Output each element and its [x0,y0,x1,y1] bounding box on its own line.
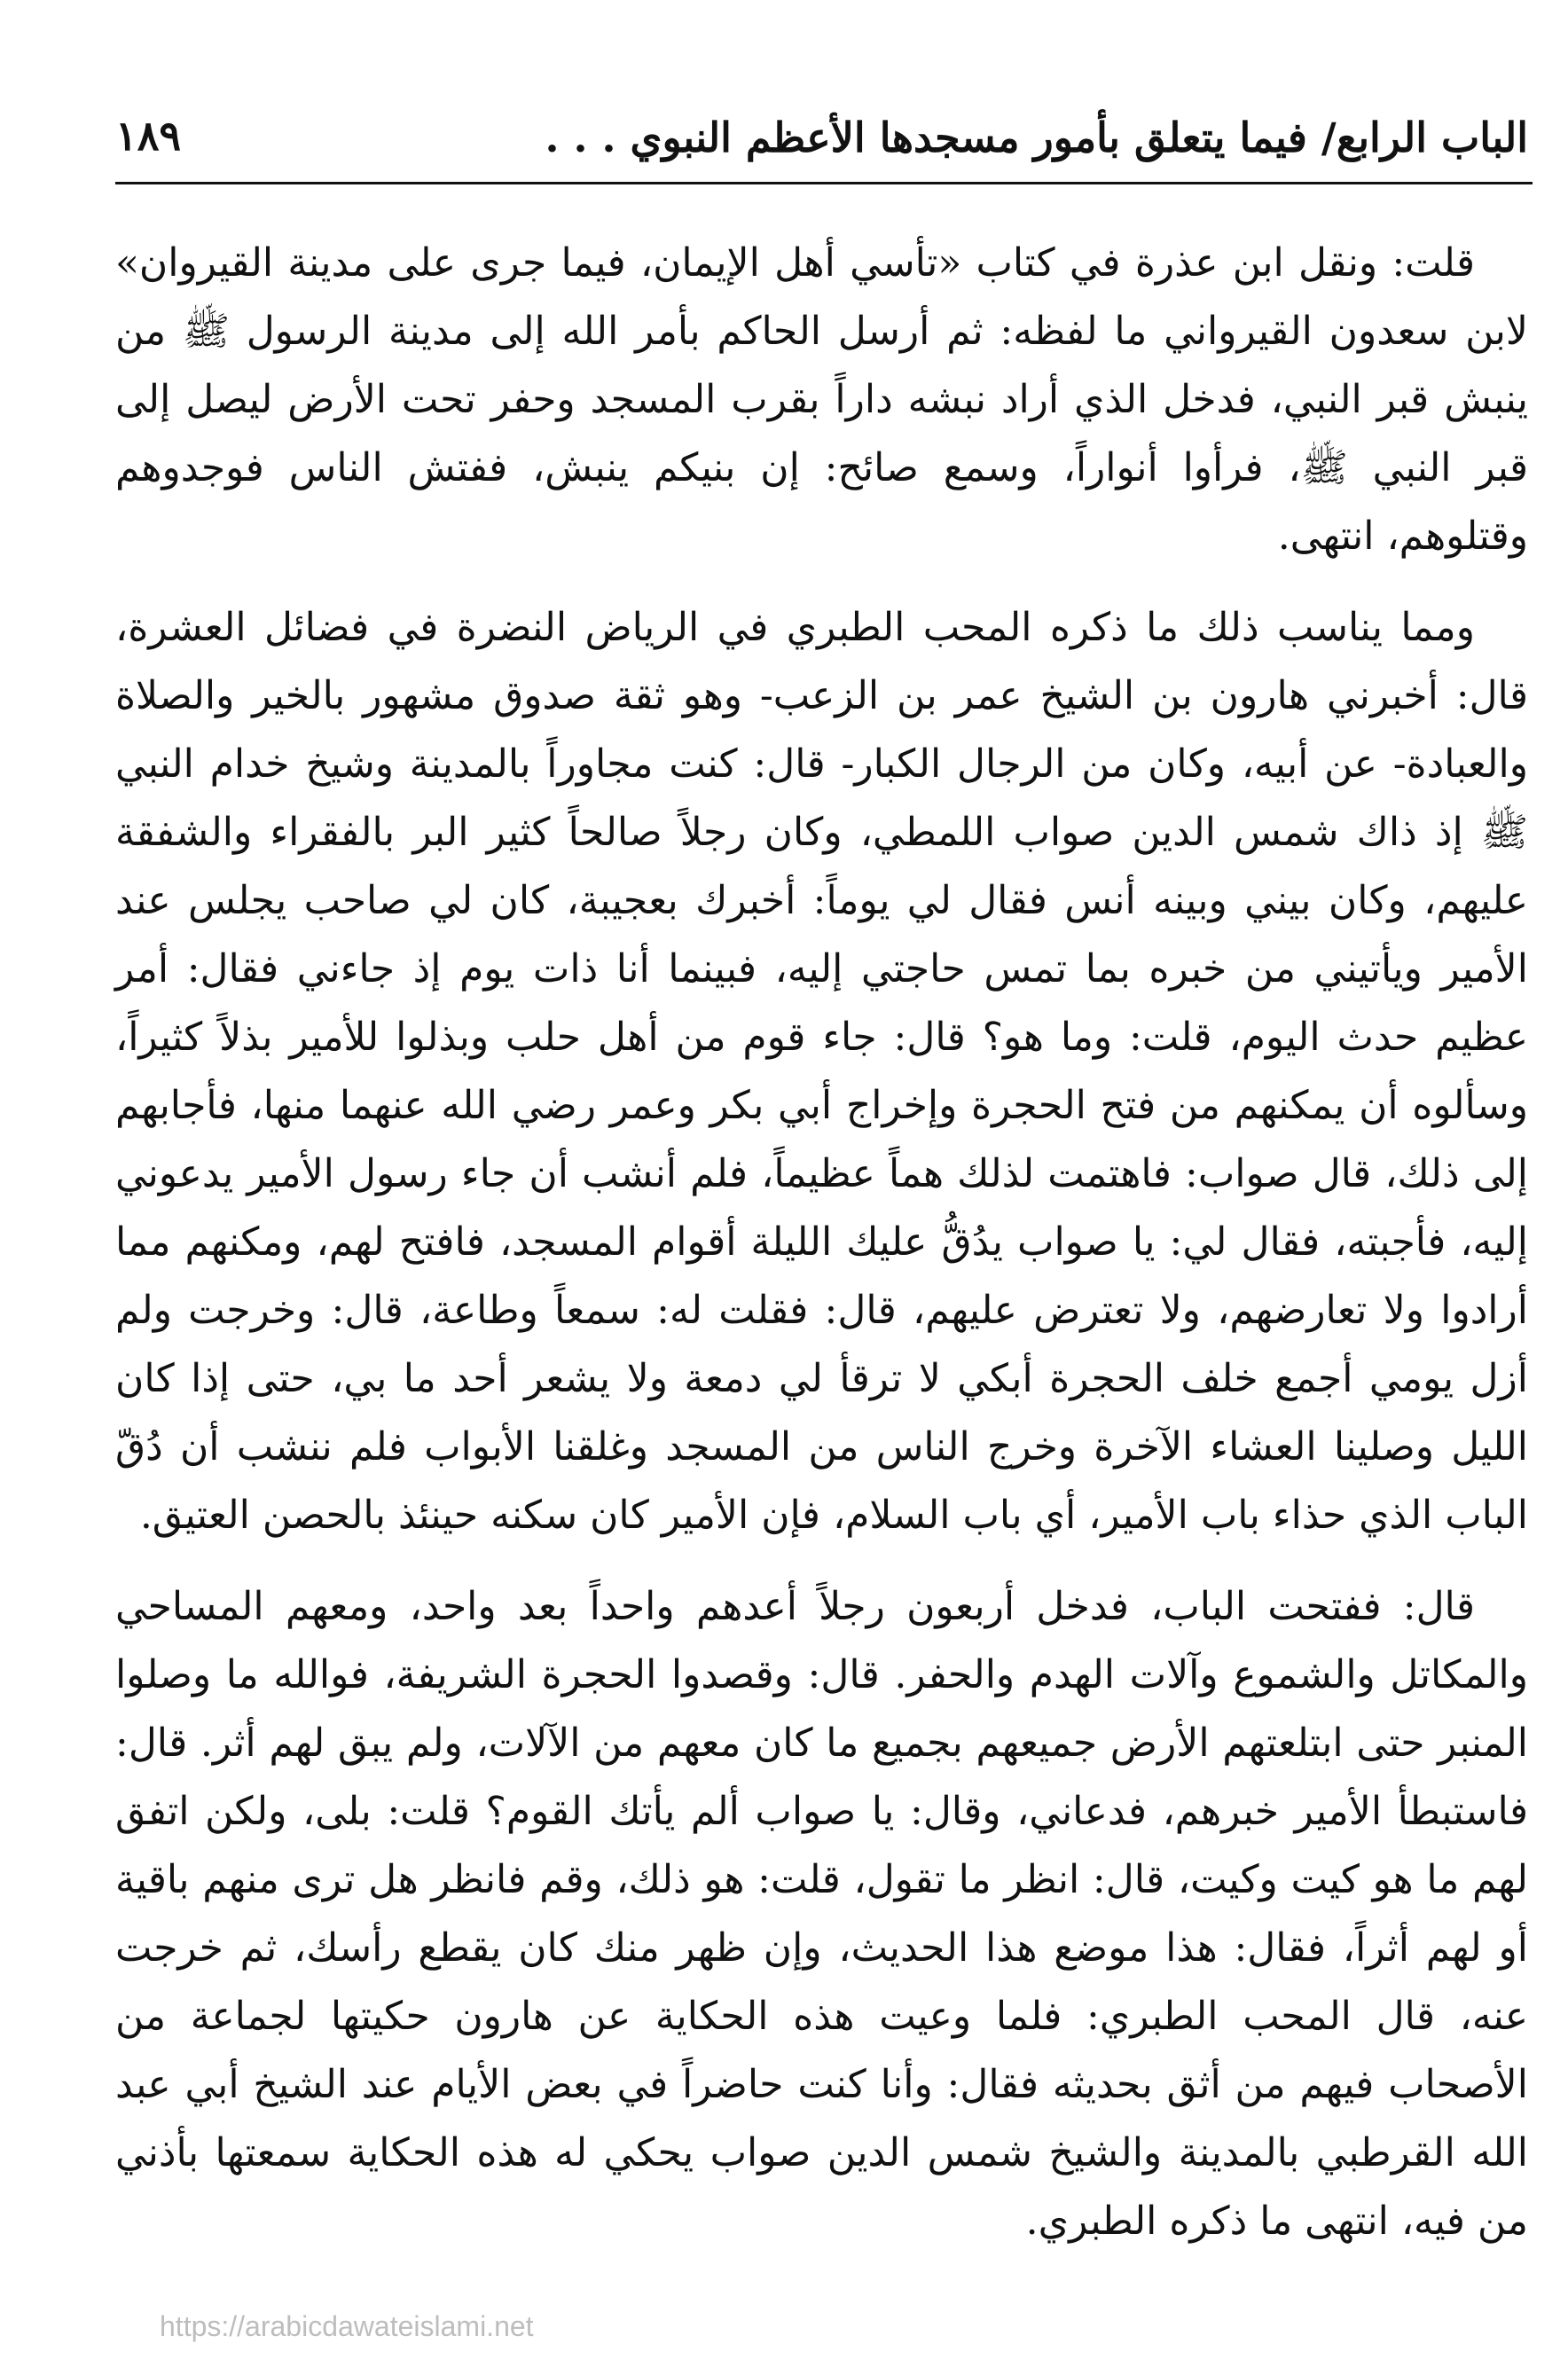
header-divider [115,182,1533,184]
body-text [115,229,1528,2255]
paragraph-1: قلت: ونقل ابن عذرة في كتاب «تأسي أهل الإيمان، فيما جرى على مدينة القيروان» لابن سعدون القيرواني ما لفظه: ثم أرسل الحاكم بأمر الله إلى مدينة الرسول ﷺ من ينبش قبر النبي، فدخل الذي أراد نبشه داراً بقرب المسجد وحفر تحت الأرض ليصل إلى قبر النبي ﷺ، فرأوا أنواراً، وسمع صائح: إن بنيكم ينبش، ففتش الناس فوجدوهم وقتلوهم، انتهى. [115,240,1528,559]
page-number: ١٨٩ [115,112,182,160]
page-header [115,105,1528,176]
paragraph-3: قال: ففتحت الباب، فدخل أربعون رجلاً أعدهم واحداً بعد واحد، ومعهم المساحي والمكاتل والشموع وآلات الهدم والحفر. قال: وقصدوا الحجرة الشريفة، فوالله ما وصلوا المنبر حتى ابتلعتهم الأرض جميعهم بجميع ما كان معهم من الآلات، ولم يبق لهم أثر. قال: فاستبطأ الأمير خبرهم، فدعاني، وقال: يا صواب ألم يأتك القوم؟ قلت: بلى، ولكن اتفق لهم ما هو كيت وكيت، قال: انظر ما تقول، قلت: هو ذلك، وقم فانظر هل ترى منهم باقية أو لهم أثراً، فقال: هذا موضع هذا الحديث، وإن ظهر منك كان يقطع رأسك، ثم خرجت عنه، قال المحب الطبري: فلما وعيت هذه الحكاية عن هارون حكيتها لجماعة من الأصحاب فيهم من أثق بحديثه فقال: وأنا كنت حاضراً في بعض الأيام عند الشيخ أبي عبد الله القرطبي بالمدينة والشيخ شمس الدين صواب يحكي له هذه الحكاية سمعتها بأذني من فيه، انتهى ما ذكره الطبري. [115,1584,1529,2244]
paragraph-2: ومما يناسب ذلك ما ذكره المحب الطبري في الرياض النضرة في فضائل العشرة، قال: أخبرني هارون بن الشيخ عمر بن الزعب- وهو ثقة صدوق مشهور بالخير والصلاة والعبادة- عن أبيه، وكان من الرجال الكبار- قال: كنت مجاوراً بالمدينة وشيخ خدام النبي ﷺ إذ ذاك شمس الدين صواب اللمطي، وكان رجلاً صالحاً كثير البر بالفقراء والشفقة عليهم، وكان بيني وبينه أنس فقال لي يوماً: أخبرك بعجيبة، كان لي صاحب يجلس عند الأمير ويأتيني من خبره بما تمس حاجتي إليه، فبينما أنا ذات يوم إذ جاءني فقال: أمر عظيم حدث اليوم، قلت: وما هو؟ قال: جاء قوم من أهل حلب وبذلوا للأمير بذلاً كثيراً، وسألوه أن يمكنهم من فتح الحجرة وإخراج أبي بكر وعمر رضي الله عنهما منها، فأجابهم إلى ذلك، قال صواب: فاهتمت لذلك هماً عظيماً، فلم أنشب أن جاء رسول الأمير يدعوني إليه، فأجبته، فقال لي: يا صواب يدُقُّ عليك الليلة أقوام المسجد، فافتح لهم، ومكنهم مما أرادوا ولا تعارضهم، ولا تعترض عليهم، قال: فقلت له: سمعاً وطاعة، قال: وخرجت ولم أزل يومي أجمع خلف الحجرة أبكي لا ترقأ لي دمعة ولا يشعر أحد ما بي، حتى إذا كان الليل وصلينا العشاء الآخرة وخرج الناس من المسجد وغلقنا الأبواب فلم ننشب أن دُقّ الباب الذي حذاء باب الأمير، أي باب السلام، فإن الأمير كان سكنه حينئذ بالحصن العتيق. [115,605,1528,1538]
running-title: الباب الرابع/ فيما يتعلق بأمور مسجدها الأعظم النبوي . . . [545,114,1528,161]
source-watermark: https://arabicdawateislami.net [160,2310,534,2342]
